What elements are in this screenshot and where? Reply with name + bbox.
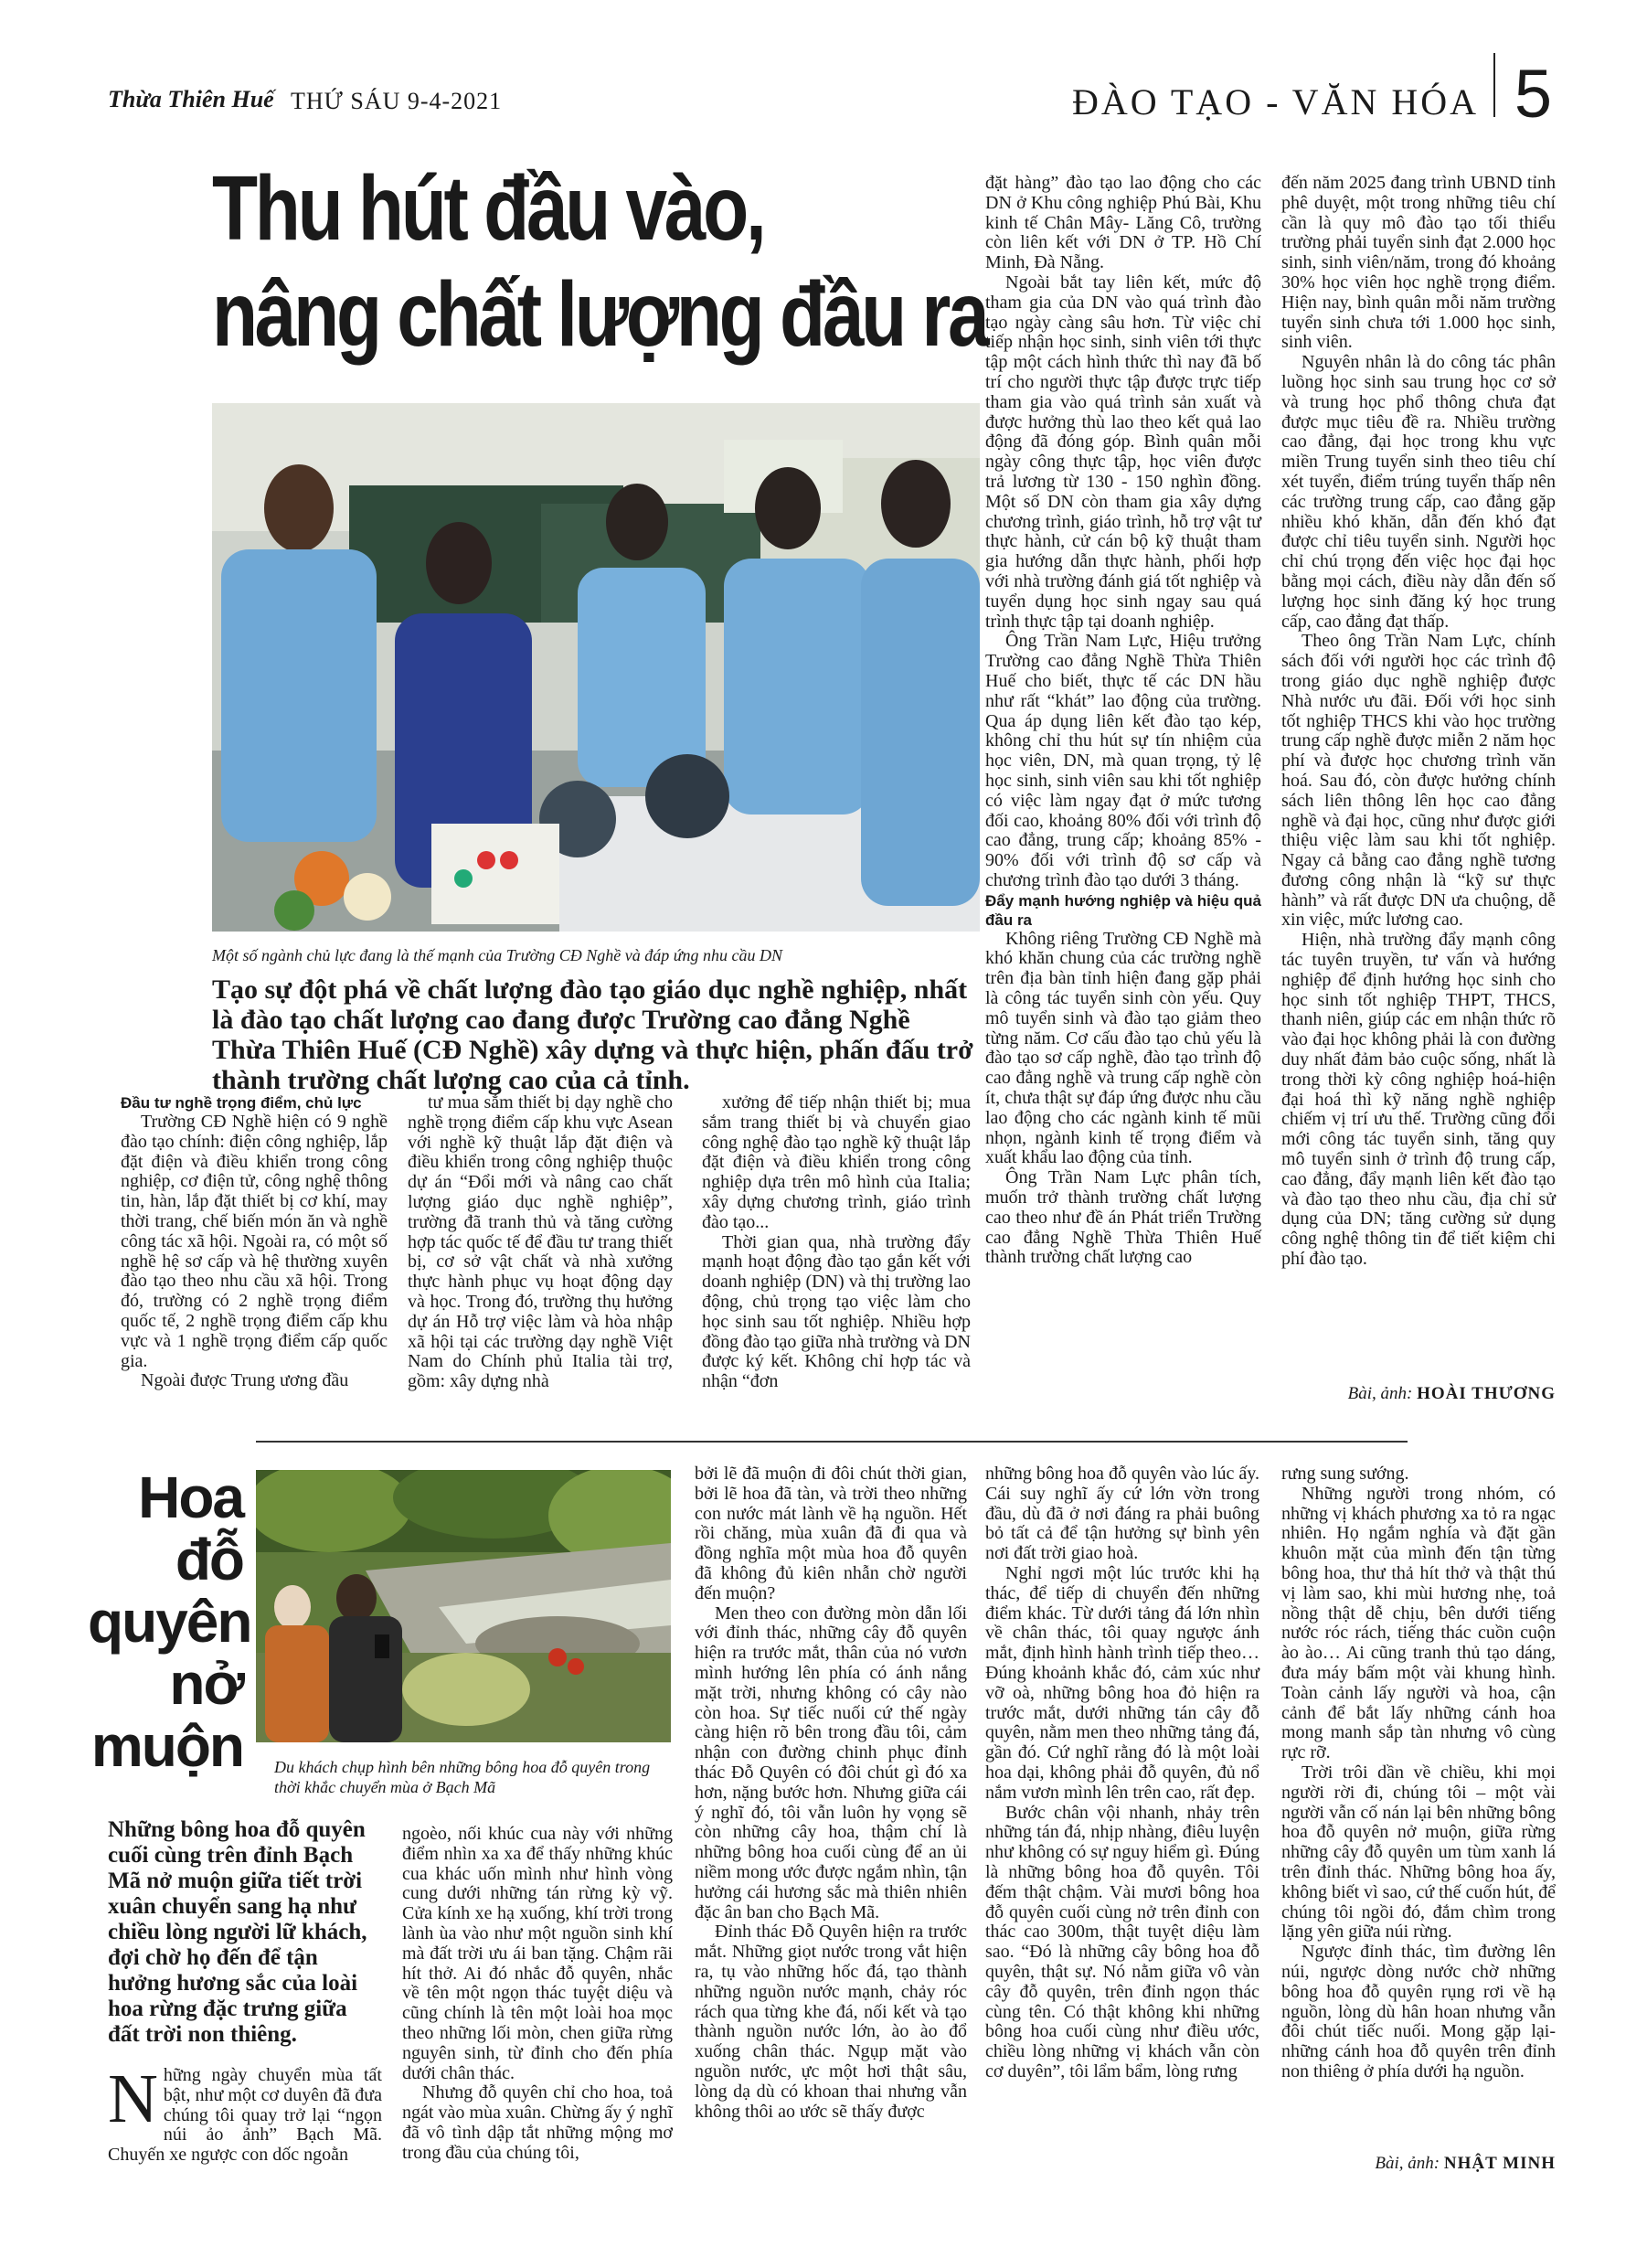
byline-label: Bài, ảnh: <box>1347 1384 1413 1403</box>
paragraph: Nguyên nhân là do công tác phân luồng học sinh sau trung học cơ sở và trung học phổ thông chưa đạt được mục tiêu đề ra. Nhiều trường cao đẳng, đại học trong khu vực miền Trung tuyển sinh theo tiêu chí xét tuyển, điểm trúng tuyển thấp nên các trường trung cấp, cao đẳng gặp nhiều khó khăn, dẫn đến khó đạt được chỉ tiêu tuyển sinh. Người học chỉ chú trọng đến việc học đại học bằng mọi cách, điều này dẫn đến số lượng học sinh đăng ký học trung cấp, cao đẳng đạt thấp. <box>1281 352 1556 632</box>
page-number: 5 <box>1514 56 1552 132</box>
headline-line-1: Thu hút đầu vào, <box>212 157 764 260</box>
paragraph: Trời trôi dần về chiều, khi mọi người rời đi, chúng tôi – một vài người vẫn cố nán lại bên những bông hoa đỗ quyên nở muộn, giữa rừng những cây đỗ quyên um tùm xanh lá trên đỉnh thác. Những bông hoa ấy, không biết vì sao, cứ thế cuốn hút, để chúng tôi ngồi đó, đắm chìm trong lặng yên giữa núi rừng. <box>1281 1762 1556 1943</box>
section-title: ĐÀO TẠO - VĂN HÓA <box>1071 81 1479 122</box>
article2-photo-caption: Du khách chụp hình bên những bông hoa đỗ quyên trong thời khắc chuyển mùa ở Bạch Mã <box>274 1758 651 1796</box>
paragraph: hững ngày chuyển mùa tất bật, như một cơ duyên đã đưa chúng tôi quay trở lại “ngọn núi ảo ảnh” Bạch Mã. Chuyến xe ngược con dốc ngoằn <box>108 2065 382 2166</box>
paragraph: Trường CĐ Nghề hiện có 9 nghề đào tạo chính: điện công nghiệp, lắp đặt điện và điều khiển trong công nghiệp, cơ điện tử, công nghệ thông tin, hàn, lắp đặt thiết bị cơ khí, may thời trang, chế biến món ăn và nghề công tác xã hội. Ngoài ra, có một số nghề hệ sơ cấp và hệ thường xuyên đào tạo theo nhu cầu xã hội. Trong đó, trường có 2 nghề trọng điểm quốc tế, 2 nghề trọng điểm cấp khu vực và 1 nghề trọng điểm cấp quốc gia. <box>121 1112 388 1371</box>
paragraph: Bước chân vội nhanh, nhảy trên những tán đá, nhịp nhàng, điêu luyện như không có sự nguy hiểm gì. Đúng là những bông hoa đỗ quyên. Tôi đếm thật chậm. Vài mươi bông hoa đỗ quyên cuối cùng nở trên đỉnh con thác cao 300m, thật tuyệt diệu làm sao. “Đó là những cây bông hoa đỗ quyên, thật sự. Nó nằm giữa vô vàn cây đỗ quyên, trên đỉnh ngọn thác cùng tên. Có thật không khi những bông hoa cuối cùng như điều ước, chiều lòng những vị khách vẫn còn cơ duyên”, tôi lẩm bẩm, lòng rưng <box>985 1802 1259 2082</box>
paragraph: Theo ông Trần Nam Lực, chính sách đối với người học các trình độ trong giáo dục nghề nghiệp được Nhà nước ưu đãi. Đối với học sinh tốt nghiệp THCS khi vào học trường trung cấp nghề được miễn 2 năm học phí và được học chương trình văn hoá. Sau đó, còn được hưởng chính sách liên thông lên học cao đẳng nghề và đại học, cũng như được giới thiệu việc làm sau khi tốt nghiệp. Ngay cả bằng cao đẳng nghề tương đương công nhận là “kỹ sư thực hành” và rất được DN ưa chuộng, dễ xin việc, mức lương cao. <box>1281 631 1556 931</box>
headline2-line-5: muộn <box>90 1713 243 1779</box>
headline-line-2: nâng chất lượng đầu ra <box>212 263 987 366</box>
article1-photo <box>212 403 980 932</box>
article1-subhead-2: Đẩy mạnh hướng nghiệp và hiệu quả đầu ra <box>985 891 1261 929</box>
byline-author: NHẬT MINH <box>1443 2154 1556 2173</box>
article2-photo <box>256 1470 671 1742</box>
paragraph: đến năm 2025 đang trình UBND tỉnh phê duyệt, một trong những tiêu chí cần là quy mô đào tạo tối thiểu trường phải tuyển sinh đạt 2.000 học sinh, sinh viên/năm, trong đó khoảng 30% học viên học nghề trọng điểm. Hiện nay, bình quân mỗi năm trường tuyển sinh chưa tới 1.000 học sinh, sinh viên. <box>1281 173 1556 353</box>
article2-byline <box>1281 2154 1556 2174</box>
paragraph: Những người trong nhóm, có những vị khách phương xa tỏ ra ngạc nhiên. Họ ngắm nghía và đặt gần khuôn mặt của mình đến tận từng bông hoa, thư thả hít thở và thật thú vị làm sao, khi mùi hương nhẹ, toả nồng thật dễ chịu, bên dưới tiếng nước róc rách, tiếng thác cuồn cuộn ào ào… Ai cũng tranh thủ tạo dáng, đưa máy bấm một vài khung hình. Toàn cảnh lấy người và hoa, cận cảnh để bắt lấy những cánh hoa mong manh sắp tàn nhưng vô cùng rực rỡ. <box>1281 1483 1556 1763</box>
paragraph: Ông Trần Nam Lực phân tích, muốn trở thành trường chất lượng cao theo như đề án Phát triển Trường cao đẳng Nghề Thừa Thiên Huế thành trường chất lượng cao <box>985 1167 1261 1268</box>
article1-byline <box>1281 1384 1556 1404</box>
paragraph: Men theo con đường mòn dẫn lối với đỉnh thác, những cây đỗ quyên hiện ra trước mắt, thân của nó vươn mình hướng lên phía có ánh nắng mặt trời, nhưng không có cây nào còn hoa. Sự tiếc nuối cứ thế ngày càng hiện rõ bên trong đầu tôi, cảm nhận con đường chinh phục đỉnh thác Đỗ Quyên có đôi chút gì đó xa hơn, nặng bước hơn. Nhưng giữa cái ý nghĩ đó, tôi vẫn luôn hy vọng sẽ còn những cây hoa, thậm chí là những bông hoa cuối cùng để an ủi niềm mong ước được ngắm nhìn, tận hưởng cái hương sắc mà thiên nhiên đặc ân ban cho Bạch Mã. <box>695 1603 967 1922</box>
article2-headline <box>88 1464 251 1779</box>
article1-column-4 <box>985 174 1261 1268</box>
paragraph: Ngoài bắt tay liên kết, mức độ tham gia của DN vào quá trình đào tạo ngày càng sâu hơn. Từ việc chỉ tiếp nhận học sinh, sinh viên tới thực tập một cách hình thức thì nay đã bố trí cho người thực tập được trực tiếp tham gia vào quá trình sản xuất và được hưởng thù lao theo kết quả lao động đã đóng góp. Bình quân mỗi ngày công thực tập, học viên được trả lương từ 130 - 150 nghìn đồng. Một số DN còn tham gia xây dựng chương trình, giáo trình, hỗ trợ vật tư thực hành, cử cán bộ kỹ thuật tham gia hướng dẫn thực hành, phối hợp với nhà trường đánh giá tốt nghiệp và tuyển dụng học sinh ngay sau quá trình thực tập tại doanh nghiệp. <box>985 272 1261 632</box>
article1-column-2 <box>408 1093 673 1392</box>
paragraph: Không riêng Trường CĐ Nghề mà khó khăn chung của các trường nghề trên địa bàn tỉnh hiện đang gặp phải là công tác tuyển sinh còn yếu. Quy mô tuyển sinh và đào tạo giảm theo từng năm. Cơ cấu đào tạo chủ yếu là đào tạo sơ cấp nghề, đào tạo trình độ cao đẳng nghề và trung cấp nghề còn ít, chưa thật sự đáp ứng được nhu cầu lao động cho các ngành kinh tế mũi nhọn, ngành kinh tế trọng điểm và xuất khẩu lao động của tỉnh. <box>985 928 1261 1168</box>
paragraph: Ông Trần Nam Lực, Hiệu trưởng Trường cao đẳng Nghề Thừa Thiên Huế cho biết, thực tế các DN hầu như rất “khát” lao động của trường. Qua áp dụng liên kết đào tạo kép, không chỉ thu hút sự tín nhiệm của học viên, DN, mà quan trọng, tỷ lệ học sinh, sinh viên sau khi tốt nghiệp có việc làm ngay đạt ở mức tương đối cao, khoảng 80% đối với trình độ cao đẳng, trung cấp; khoảng 85% - 90% đối với trình độ sơ cấp và chương trình đào tạo dưới 3 tháng. <box>985 631 1261 890</box>
paragraph: Hiện, nhà trường đẩy mạnh công tác tuyên truyền, tư vấn và hướng nghiệp để định hướng học sinh cho học sinh tốt nghiệp THPT, THCS, thanh niên, giúp các em nhận thức rõ vào đại học không phải là con đường duy nhất đảm bảo cuộc sống, nhất là trong thời kỳ công nghiệp hoá-hiện đại hoá thì kỹ năng nghề nghiệp chiếm vị trí ưu thế. Trường cũng đổi mới công tác tuyển sinh, tăng quy mô tuyển sinh ở trình độ trung cấp, cao đẳng, đẩy mạnh liên kết đào tạo và đào tạo theo nhu cầu, địa chỉ sử dụng của DN; tăng cường sử dụng công nghệ thông tin để tiết kiệm chi phí đào tạo. <box>1281 930 1556 1270</box>
paragraph: Đỉnh thác Đỗ Quyên hiện ra trước mắt. Những giọt nước trong vắt hiện ra, tụ vào những hốc đá, tạo thành những nguồn nước mạnh, chảy róc rách qua từng khe đá, nối kết và tạo thành nguồn nước lớn, ào ào đổ xuống chân thác. Ngụp mặt vào nguồn nước, ực một hơi thật sâu, lòng dạ dù có khoan thai nhưng vẫn không thôi ao ước sẽ thấy được <box>695 1922 967 2122</box>
article1-column-1 <box>121 1093 388 1391</box>
paragraph: bởi lẽ đã muộn đi đôi chút thời gian, bởi lẽ hoa đã tàn, và trời theo những con nước mát lành về hạ nguồn. Hết rồi chăng, mùa xuân đã đi qua và đồng nghĩa một mùa hoa đỗ quyên đã không đủ kiên nhẫn chờ người đến muộn? <box>695 1464 967 1603</box>
article-separator <box>256 1441 1408 1443</box>
article1-headline <box>212 155 987 367</box>
paragraph: những bông hoa đỗ quyên vào lúc ấy. Cái suy nghĩ ấy cứ lớn vờn trong đầu, dù đã ở nơi đáng ra phải buông bỏ tất cả để tận hưởng sự bình yên nơi đất trời giao hoà. <box>985 1464 1259 1564</box>
byline-label: Bài, ảnh: <box>1375 2154 1440 2173</box>
article1-column-5 <box>1281 174 1556 1270</box>
paragraph: Ngoài được Trung ương đầu <box>141 1370 349 1391</box>
paragraph: Nhưng đỗ quyên chỉ cho hoa, toả ngát vào mùa xuân. Chừng ấy ý nghĩ đã vô tình dập tắt những mộng mơ trong đầu của chúng tôi, <box>402 2082 673 2163</box>
paragraph: đặt hàng” đào tạo lao động cho các DN ở Khu công nghiệp Phú Bài, Khu kinh tế Chân Mây- Lăng Cô, trường còn liên kết với DN ở TP. Hồ Chí Minh, Đà Nẵng. <box>985 173 1261 273</box>
article1-column-3 <box>702 1093 971 1392</box>
article2-sapo: Những bông hoa đỗ quyên cuối cùng trên đỉnh Bạch Mã nở muộn giữa tiết trời xuân chuyển sang hạ như chiều lòng người lữ khách, đợi chờ họ đến để tận hưởng hương sắc của loài hoa rừng đặc trưng giữa đất trời non thiêng. <box>108 1817 367 2047</box>
headline2-line-1: Hoa <box>138 1464 243 1530</box>
paragraph: rưng sung sướng. <box>1281 1464 1409 1484</box>
paragraph: ngoèo, nối khúc cua này với những điểm nhìn xa xa để thấy những khúc cua khác uốn mình như hình vòng cung dưới những tán rừng kỳ vỹ. Cửa kính xe hạ xuống, khí trời trong lành ùa vào như một nguồn sinh khí mà đất trời ưu ái ban tặng. Chậm rãi hít thở. Ai đó nhắc đỗ quyên, nhắc về tên một ngọn thác tuyệt diệu và cũng chính là tên một loài hoa mọc theo những lối mòn, chen giữa rừng nguyên sinh, từ đỉnh cho đến phía dưới chân thác. <box>402 1824 673 2083</box>
article2-column-3 <box>695 1464 967 2122</box>
paragraph: xưởng để tiếp nhận thiết bị; mua sắm trang thiết bị và chuyển giao công nghệ đào tạo nghề kỹ thuật lắp đặt điện và điều khiển trong công nghiệp dựa trên mô hình của Italia; xây dựng chương trình, giáo trình đào tạo... <box>702 1092 971 1232</box>
paragraph: Ngược đỉnh thác, tìm đường lên núi, ngược dòng nước chờ những bông hoa đỗ quyên rụng rơi về hạ nguồn, lòng dù hân hoan nhưng vẫn đôi chút tiếc nuối. Mong gặp lại-những cánh hoa đỗ quyên trên đỉnh non thiêng ở phía dưới hạ nguồn. <box>1281 1942 1556 2082</box>
publication-name: Thừa Thiên Huế <box>108 86 274 112</box>
masthead-divider <box>1493 53 1495 117</box>
article1-photo-caption: Một số ngành chủ lực đang là thế mạnh của Trường CĐ Nghề và đáp ứng nhu cầu DN <box>212 946 783 964</box>
byline-author: HOÀI THƯƠNG <box>1417 1384 1556 1403</box>
paragraph: Nghỉ ngơi một lúc trước khi hạ thác, để tiếp di chuyển đến những điểm khác. Từ dưới tảng đá lớn nhìn về chân thác, tôi quay ngược ánh mắt, định hình hành trình tiếp theo… Đúng khoảnh khắc đó, cảm xúc như vỡ oà, những bông hoa đỏ hiện ra trước mắt, dưới những tán cây đỗ quyên, nằm men theo những tảng đá, gần đó. Cứ nghĩ rằng đó là một loài hoa dại, không phải đỗ quyên, đủ nổ nắm vươn mình lên trên cao, rất đẹp. <box>985 1562 1259 1803</box>
dropcap-letter: N <box>108 2060 158 2137</box>
headline2-line-3: quyên <box>88 1589 251 1655</box>
headline2-line-4: nở <box>169 1651 243 1717</box>
article1-sapo: Tạo sự đột phá về chất lượng đào tạo giáo dục nghề nghiệp, nhất là đào tạo chất lượng cao đang được Trường cao đẳng Nghề Thừa Thiên Huế (CĐ Nghề) xây dựng và thực hiện, phấn đấu trở thành trường chất lượng cao của cả tỉnh. <box>212 974 973 1095</box>
article1-subhead-1: Đầu tư nghề trọng điểm, chủ lực <box>121 1094 362 1112</box>
classroom-photo <box>212 403 980 932</box>
headline2-line-2: đỗ <box>175 1527 243 1592</box>
issue-date: THỨ SÁU 9-4-2021 <box>291 88 503 114</box>
paragraph: Thời gian qua, nhà trường đẩy mạnh hoạt động đào tạo gắn kết với doanh nghiệp (DN) và thị trường lao động, chủ trọng tạo việc làm cho học sinh sau tốt nghiệp. Nhiều hợp đồng đào tạo giữa nhà trường và DN được ký kết. Không chỉ hợp tác và nhận “đơn <box>702 1231 971 1392</box>
forest-stream-photo <box>256 1470 671 1742</box>
article2-column-2 <box>402 1825 673 2164</box>
article2-column-4 <box>985 1464 1259 2082</box>
article2-column-5 <box>1281 1464 1556 2082</box>
masthead <box>108 56 1552 132</box>
article2-column-1 <box>108 2060 382 2166</box>
paragraph: tư mua sắm thiết bị dạy nghề cho nghề trọng điểm cấp khu vực Asean với nghề kỹ thuật lắp đặt điện và điều khiển trong công nghiệp thuộc dự án “Đổi mới và nâng cao chất lượng giáo dục nghề nghiệp”, trường đã tranh thủ và tăng cường hợp tác quốc tế để đầu tư trang thiết bị, cơ sở vật chất và nhà xưởng thực hành phục vụ hoạt động dạy và học. Trong đó, trường thụ hưởng dự án Hỗ trợ việc làm và hòa nhập xã hội tại các trường dạy nghề Việt Nam do Chính phủ Italia tài trợ, gồm: xây dựng nhà <box>408 1092 673 1392</box>
